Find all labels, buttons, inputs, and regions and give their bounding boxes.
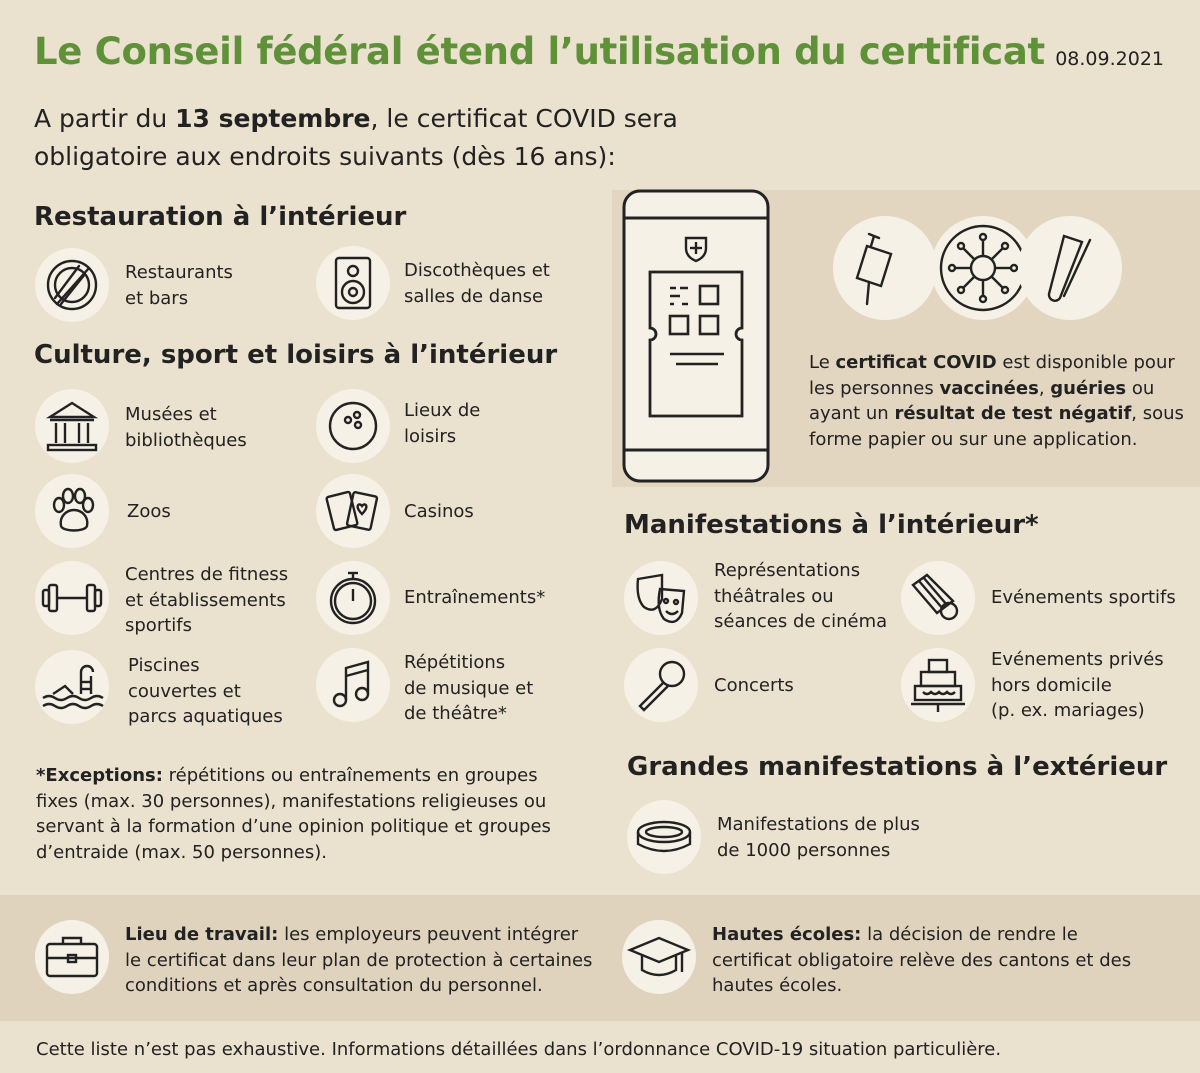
item-casinos: Casinos [404, 501, 474, 522]
item-fitness: Centres de fitness et établissements sportifs [125, 564, 289, 636]
music-note-icon [316, 648, 390, 722]
item-evenements-prives: Evénements privés hors domicile (p. ex. mariages) [991, 649, 1164, 721]
theatre-masks-icon [624, 561, 698, 635]
section-heading-grandes: Grandes manifestations à l’extérieur [627, 752, 1168, 782]
stopwatch-icon [316, 561, 390, 635]
playing-cards-icon [316, 474, 390, 548]
item-piscines: Piscines couvertes et parcs aquatiques [128, 655, 283, 727]
section-heading-culture: Culture, sport et loisirs à l’intérieur [34, 340, 558, 370]
phone-certificate-icon [620, 188, 776, 484]
item-grandes-manifestations: Manifestations de plus de 1000 personnes [717, 814, 920, 861]
item-lieux-loisirs: Lieux de loisirs [404, 400, 481, 447]
item-concerts: Concerts [714, 675, 794, 696]
item-zoos: Zoos [127, 501, 171, 522]
item-entrainements: Entraînements* [404, 587, 546, 608]
shuttlecock-icon [901, 561, 975, 635]
graduation-cap-icon [622, 920, 696, 994]
section-heading-restauration: Restauration à l’intérieur [34, 202, 407, 232]
item-repetitions: Répétitions de musique et de théâtre* [404, 652, 534, 724]
item-musees: Musées et bibliothèques [125, 404, 247, 451]
section-heading-manifestations: Manifestations à l’intérieur* [624, 510, 1039, 540]
bowling-ball-icon [316, 389, 390, 463]
note-lieu-de-travail: Lieu de travail: les employeurs peuvent intégrer le certificat dans leur plan de protection à certaines conditions et après consultation du personnel. [125, 924, 593, 996]
item-evenements-sportifs: Evénements sportifs [991, 587, 1176, 608]
wedding-cake-icon [901, 648, 975, 722]
briefcase-icon [35, 920, 109, 994]
page-title: Le Conseil fédéral étend l’utilisation du certificat [34, 30, 1045, 73]
museum-icon [35, 389, 109, 463]
dumbbell-icon [35, 561, 109, 635]
stadium-icon [627, 800, 701, 874]
speaker-icon [316, 246, 390, 320]
microphone-icon [624, 648, 698, 722]
note-hautes-ecoles: Hautes écoles: la décision de rendre le certificat obligatoire relève des cantons et des hautes écoles. [712, 924, 1132, 996]
exceptions-note: *Exceptions: répétitions ou entraînements en groupes fixes (max. 30 personnes), manifestations religieuses ou servant à la formation d’une opinion politique et groupes d’entraide (max. 50 personnes). [36, 765, 551, 863]
syringe-icon [833, 216, 937, 320]
intro-text: A partir du 13 septembre, le certificat COVID sera obligatoire aux endroits suivants (dès 16 ans): [34, 104, 678, 171]
item-restaurants: Restaurants et bars [125, 262, 233, 309]
paw-icon [35, 474, 109, 548]
item-discotheques: Discothèques et salles de danse [404, 260, 550, 307]
certificate-info: Le certificat COVID est disponible pour les personnes vaccinées, guéries ou ayant un résultat de test négatif, sous forme papier ou sur une application. [809, 352, 1184, 450]
plate-cutlery-icon [35, 248, 109, 322]
item-representations: Représentations théâtrales ou séances de cinéma [714, 560, 888, 632]
swimming-pool-icon [35, 650, 109, 724]
publication-date: 08.09.2021 [1055, 48, 1164, 70]
footer-disclaimer: Cette liste n’est pas exhaustive. Informations détaillées dans l’ordonnance COVID-19 situation particulière. [36, 1039, 1002, 1060]
test-tube-icon [1018, 216, 1122, 320]
